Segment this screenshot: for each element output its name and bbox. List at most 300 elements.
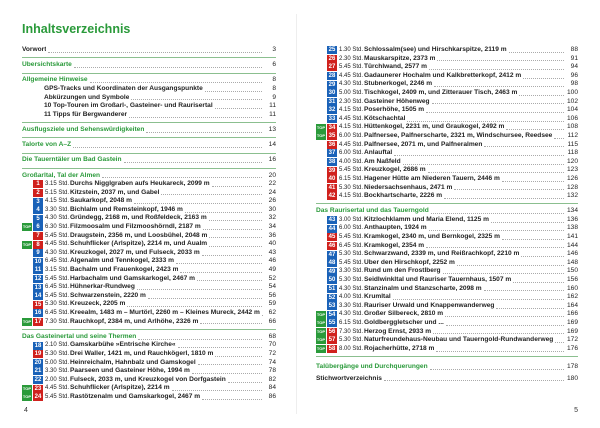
- dot-leader: [484, 142, 564, 147]
- tour-number-badge: 8: [33, 241, 43, 249]
- tour-number-badge: 15: [34, 301, 42, 308]
- entry-title: Palfnersee, 2071 m, und Palfneralmen: [364, 140, 483, 148]
- entry-title: Schuhflicker (Arlspitze), 2214 m, und Aualm: [70, 240, 208, 248]
- entry-page-number: 70: [268, 341, 276, 349]
- tour-number-badge: 49: [328, 268, 336, 275]
- entry-page-number: 84: [268, 384, 276, 392]
- entry-page-number: 11: [269, 110, 276, 118]
- tour-number-badge: 55: [328, 320, 336, 327]
- entry-page-number: 162: [566, 293, 578, 301]
- tour-duration: 5.45 Std.: [339, 64, 364, 71]
- dot-leader: [443, 269, 564, 274]
- entry-title: Niedersachsenhaus, 2471 m: [364, 183, 453, 191]
- tour-number-badge: 47: [328, 251, 336, 258]
- tour-duration: 5.00 Std.: [45, 359, 70, 366]
- dot-leader: [176, 259, 262, 264]
- entry-page-number: 180: [566, 374, 578, 382]
- tour-entry[interactable]: [316, 267, 578, 276]
- tour-entry[interactable]: [22, 350, 276, 359]
- tour-entry[interactable]: [22, 206, 276, 215]
- entry-page-number: 98: [570, 80, 578, 88]
- dot-leader: [430, 365, 564, 370]
- entry-title: Goldberggletscher und ...: [364, 319, 444, 326]
- entry-page-number: 32: [268, 214, 276, 222]
- entry-page-number: 176: [566, 344, 578, 352]
- tour-entry[interactable]: [316, 55, 578, 64]
- tour-duration: 5.30 Std.: [339, 337, 364, 344]
- tour-entry[interactable]: [22, 266, 276, 275]
- entry-title: Schwarzwand, 2339 m, und Reißrachkopf, 2210 m: [364, 250, 520, 258]
- entry-title: Draugstein, 2356 m, und Loosbühel, 2048 m: [70, 231, 208, 239]
- dot-leader: [429, 65, 564, 70]
- dot-leader: [457, 261, 564, 266]
- tour-duration: 4.30 Std.: [45, 249, 70, 256]
- entry-title: Naturfreundehaus-Neubau und Tauerngold-Rundwanderweg: [364, 336, 554, 344]
- entry-title: Krumltal: [364, 293, 391, 301]
- tour-number-badge: 43: [328, 217, 336, 224]
- tour-duration: 4.30 Std.: [339, 285, 364, 292]
- tour-number-badge: 9: [33, 249, 43, 257]
- entry-page-number: 43: [268, 248, 276, 256]
- tour-number-badge: 45: [328, 234, 336, 241]
- toc-entry[interactable]: [22, 94, 276, 103]
- entry-title: Schuhflicker (Arlspitze), 2214 m: [70, 384, 170, 392]
- dot-leader: [433, 329, 564, 334]
- tour-number-badge: 41: [328, 184, 336, 191]
- tour-entry[interactable]: [22, 359, 276, 368]
- entry-title: Rastötzenalm und Gamskarkogel, 2467 m: [70, 392, 201, 400]
- tour-duration: 4.15 Std.: [339, 107, 364, 114]
- dot-leader: [209, 242, 262, 247]
- entry-title: Das Raurisertal und das Tauerngold: [316, 207, 429, 215]
- tour-entry[interactable]: [22, 214, 276, 223]
- tour-duration: 7.30 Std.: [45, 318, 70, 325]
- tour-entry[interactable]: [22, 283, 276, 292]
- tour-entry[interactable]: [316, 293, 578, 302]
- entry-page-number: 30: [268, 205, 276, 213]
- toc-entry[interactable]: [22, 85, 276, 94]
- tour-entry[interactable]: [22, 257, 276, 266]
- tour-duration: 5.15 Std.: [45, 189, 70, 196]
- tour-number-badge: 20: [34, 359, 42, 366]
- tour-entry[interactable]: [316, 158, 578, 167]
- tour-duration: 3.15 Std.: [45, 267, 70, 274]
- top-tour-badge: TOP: [22, 318, 32, 324]
- section-rule: [22, 122, 276, 123]
- tour-entry[interactable]: [316, 141, 578, 150]
- entry-title: Vorwort: [22, 46, 47, 53]
- tour-duration: 3.15 Std.: [45, 181, 70, 188]
- dot-leader: [178, 343, 262, 348]
- entry-page-number: 134: [566, 207, 578, 215]
- dot-leader: [148, 294, 262, 299]
- entry-title: Anthaupten, 1924 m: [364, 224, 427, 232]
- dot-leader: [445, 312, 564, 317]
- section-rule: [22, 57, 276, 58]
- entry-page-number: 3: [272, 46, 276, 53]
- top-tour-badge: TOP: [316, 328, 326, 334]
- tour-entry[interactable]: [316, 46, 578, 55]
- tour-entry[interactable]: [316, 192, 578, 201]
- dot-leader: [172, 386, 262, 391]
- tour-duration: 6.45 Std.: [339, 242, 364, 249]
- entry-title: Talorte von A–Z: [22, 141, 72, 149]
- tour-duration: 5.30 Std.: [45, 350, 70, 357]
- tour-entry[interactable]: [316, 285, 578, 294]
- dot-leader: [215, 104, 262, 109]
- section-rule: [316, 203, 578, 204]
- tour-entry[interactable]: [22, 292, 276, 301]
- entry-title: Herzog Ernst, 2933 m: [364, 327, 432, 335]
- tour-duration: 6.15 Std.: [339, 175, 364, 182]
- entry-page-number: 36: [268, 231, 276, 239]
- entry-page-number: 54: [268, 283, 276, 291]
- toc-entry[interactable]: [22, 46, 276, 55]
- toc-entry[interactable]: [316, 207, 578, 216]
- dot-leader: [90, 78, 262, 83]
- dot-leader: [432, 99, 564, 104]
- tour-number-badge: 27: [328, 64, 336, 71]
- entry-page-number: 86: [268, 392, 276, 400]
- entry-page-number: 46: [268, 257, 276, 265]
- tour-entry[interactable]: [316, 242, 578, 251]
- tour-number-badge: 37: [328, 150, 336, 157]
- tour-duration: 4.45 Std.: [45, 385, 70, 392]
- tour-number-badge: 31: [328, 98, 336, 105]
- entry-page-number: 112: [567, 131, 578, 139]
- tour-entry[interactable]: [22, 341, 276, 350]
- tour-duration: 4.45 Std.: [339, 72, 364, 79]
- tour-number-badge: 39: [328, 167, 336, 174]
- dot-leader: [124, 158, 262, 163]
- tour-entry[interactable]: [316, 259, 578, 268]
- entry-title: GPS-Tracks und Koordinaten der Ausgangspunkte: [44, 84, 203, 92]
- entry-page-number: 108: [566, 123, 578, 131]
- dot-leader: [434, 82, 564, 87]
- entry-title: Hüttenkogel, 2231 m, und Graukogel, 2492 m: [364, 123, 505, 131]
- entry-title: Türchlwand, 2577 m: [364, 63, 428, 71]
- entry-title: Rund um den Frostlberg: [364, 267, 441, 275]
- tour-number-badge: 42: [328, 193, 336, 200]
- dot-leader: [228, 378, 262, 383]
- tour-entry[interactable]: [316, 336, 578, 345]
- entry-page-number: 128: [566, 183, 578, 191]
- entry-title: Gründegg, 2168 m, und Roßfeldeck, 2163 m: [70, 214, 207, 222]
- tour-duration: 2.10 Std.: [45, 342, 70, 349]
- entry-title: Am Naßfeld: [364, 157, 401, 165]
- entry-page-number: 106: [566, 114, 578, 122]
- tour-entry[interactable]: [316, 98, 578, 107]
- entry-title: Gadaunerer Hochalm und Kalkbretterkopf, 2412 m: [364, 71, 522, 79]
- tour-duration: 6.00 Std.: [339, 150, 364, 157]
- entry-page-number: 59: [268, 300, 276, 308]
- page-title: Inhaltsverzeichnis: [22, 22, 131, 36]
- tour-entry[interactable]: [316, 233, 578, 242]
- entry-page-number: 150: [566, 267, 578, 275]
- toc-entry[interactable]: [22, 156, 276, 165]
- tour-entry[interactable]: [316, 345, 578, 354]
- entry-title: Stanzinalm und Stanzscharte, 2098 m: [364, 284, 482, 292]
- tour-number-badge: 21: [34, 368, 42, 375]
- tour-duration: 7.30 Std.: [339, 328, 364, 335]
- tour-entry[interactable]: [316, 123, 578, 132]
- tour-entry[interactable]: [22, 300, 276, 309]
- tour-entry[interactable]: [316, 175, 578, 184]
- tour-number-badge: 26: [328, 55, 336, 62]
- tour-number-badge: 10: [34, 258, 42, 265]
- tour-duration: 5.30 Std.: [339, 277, 364, 284]
- tour-duration: 3.30 Std.: [45, 206, 70, 213]
- entry-page-number: 141: [566, 233, 578, 241]
- entry-title: Anlauftal: [364, 149, 393, 157]
- tour-number-badge: 28: [328, 73, 336, 80]
- tour-entry[interactable]: [316, 250, 578, 259]
- dot-leader: [74, 63, 262, 68]
- dot-leader: [394, 151, 564, 156]
- tour-duration: 4.45 Std.: [45, 241, 70, 248]
- tour-entry[interactable]: [22, 223, 276, 232]
- tour-duration: 2.30 Std.: [339, 98, 364, 105]
- entry-page-number: 118: [567, 149, 578, 157]
- tour-entry[interactable]: [316, 149, 578, 158]
- entry-page-number: 156: [566, 276, 578, 284]
- toc-entry[interactable]: [22, 111, 276, 120]
- top-tour-badge: TOP: [22, 385, 32, 391]
- tour-number-badge: 32: [328, 107, 336, 114]
- entry-title: Kötschachtal: [364, 114, 406, 122]
- entry-title: Seidlwinkltal und Rauriser Tauernhaus, 1507 m: [364, 276, 512, 284]
- entry-page-number: 9: [272, 93, 276, 101]
- dot-leader: [198, 360, 262, 365]
- entry-page-number: 115: [567, 140, 578, 148]
- entry-page-number: 102: [566, 97, 578, 105]
- entry-title: Hühnerkar-Rundweg: [70, 283, 135, 291]
- tour-entry[interactable]: [22, 367, 276, 376]
- section-rule: [22, 329, 276, 330]
- dot-leader: [127, 302, 262, 307]
- tour-duration: 5.45 Std.: [45, 393, 70, 400]
- entry-page-number: 68: [268, 332, 276, 340]
- entry-title: Fulseck, 2033 m, und Kreuzkogel von Dorfgastein: [70, 375, 226, 383]
- entry-title: Stichwortverzeichnis: [316, 374, 382, 382]
- entry-page-number: 62: [268, 309, 276, 316]
- tour-duration: 4.15 Std.: [339, 124, 364, 131]
- toc-entry[interactable]: [22, 141, 276, 150]
- tour-entry[interactable]: [316, 63, 578, 72]
- tour-entry[interactable]: [316, 276, 578, 285]
- tour-number-badge: 38: [328, 159, 336, 166]
- entry-page-number: 148: [566, 258, 578, 266]
- toc-entry[interactable]: [22, 172, 276, 181]
- entry-title: Schwarzenstein, 2220 m: [70, 291, 146, 299]
- tour-duration: 6.30 Std.: [45, 224, 70, 231]
- tour-entry[interactable]: [316, 115, 578, 124]
- tour-entry[interactable]: [316, 72, 578, 81]
- tour-number-badge: 34: [328, 124, 336, 131]
- entry-title: Filzmoosalm und Filzmooshörndl, 2187 m: [70, 223, 201, 231]
- tour-number-badge: 35: [328, 133, 336, 140]
- tour-entry[interactable]: [22, 376, 276, 385]
- entry-page-number: 138: [566, 224, 578, 232]
- tour-number-badge: 4: [33, 206, 43, 214]
- top-tour-badge: TOP: [316, 124, 326, 130]
- entry-page-number: 8: [272, 84, 276, 92]
- tour-entry[interactable]: [22, 249, 276, 258]
- tour-entry[interactable]: [316, 89, 578, 98]
- tour-entry[interactable]: [316, 166, 578, 175]
- dot-leader: [384, 376, 564, 381]
- dot-leader: [102, 173, 262, 178]
- toc-entry[interactable]: [22, 102, 276, 111]
- dot-leader: [491, 218, 564, 223]
- tour-entry[interactable]: [22, 309, 276, 318]
- tour-number-badge: 16: [34, 310, 42, 317]
- tour-entry[interactable]: [316, 328, 578, 337]
- dot-leader: [437, 56, 564, 61]
- entry-title: Durchs Nigglgraben aufs Heukareck, 2099 m: [70, 180, 210, 188]
- tour-number-badge: 7: [33, 232, 43, 240]
- dot-leader: [502, 177, 564, 182]
- dot-leader: [431, 209, 564, 214]
- dot-leader: [426, 243, 564, 248]
- entry-title: Rojacherhütte, 2718 m: [364, 344, 435, 352]
- tour-entry[interactable]: [316, 132, 578, 141]
- tour-number-badge: 36: [328, 141, 336, 148]
- tour-entry[interactable]: [22, 189, 276, 198]
- dot-leader: [454, 185, 564, 190]
- tour-duration: 6.00 Std.: [339, 132, 364, 139]
- dot-leader: [137, 285, 262, 290]
- page-number-right: 5: [574, 407, 578, 414]
- tour-duration: 5.00 Std.: [339, 89, 364, 96]
- toc-entry[interactable]: [22, 61, 276, 70]
- dot-leader: [185, 208, 262, 213]
- section-rule: [22, 73, 276, 74]
- dot-leader: [403, 160, 564, 165]
- tour-number-badge: 13: [34, 284, 42, 291]
- tour-duration: 6.45 Std.: [45, 310, 70, 316]
- tour-duration: 2.00 Std.: [45, 376, 70, 383]
- entry-page-number: 20: [268, 171, 276, 179]
- dot-leader: [48, 48, 262, 53]
- entry-page-number: 56: [268, 291, 276, 299]
- tour-number-badge: 19: [34, 351, 42, 358]
- entry-title: Bockhartscharte, 2226 m: [364, 192, 443, 200]
- tour-entry[interactable]: [22, 275, 276, 284]
- tour-entry[interactable]: [22, 384, 276, 393]
- tour-entry[interactable]: [22, 240, 276, 249]
- entry-title: Rauchkopf, 2384 m, und Arlhöhe, 2326 m: [70, 317, 199, 325]
- tour-duration: 3.30 Std.: [339, 268, 364, 275]
- toc-entry[interactable]: [316, 375, 578, 384]
- tour-entry[interactable]: [22, 318, 276, 327]
- dot-leader: [180, 268, 262, 273]
- tour-entry[interactable]: [22, 197, 276, 206]
- tour-number-badge: 54: [328, 311, 336, 318]
- top-tour-badge: TOP: [22, 394, 32, 400]
- tour-entry[interactable]: [316, 319, 578, 328]
- dot-leader: [209, 216, 262, 221]
- page-gutter: [296, 14, 297, 414]
- tour-number-badge: 53: [328, 303, 336, 310]
- section-rule: [316, 356, 578, 357]
- tour-duration: 5.45 Std.: [45, 232, 70, 239]
- top-tour-badge: TOP: [22, 224, 32, 230]
- entry-title: Bichlalm und Remsteinkopf, 1946 m: [70, 205, 183, 213]
- tour-entry[interactable]: [316, 310, 578, 319]
- entry-title: Die Tauerntäler um Bad Gastein: [22, 156, 122, 164]
- entry-page-number: 169: [566, 327, 578, 335]
- tour-duration: 4.30 Std.: [45, 215, 70, 222]
- entry-page-number: 22: [268, 180, 276, 188]
- tour-duration: 4.15 Std.: [339, 193, 364, 200]
- toc-left-column: [22, 46, 276, 402]
- entry-title: Hagener Hütte am Niederen Tauern, 2446 m: [364, 174, 500, 182]
- tour-number-badge: 30: [328, 90, 336, 97]
- dot-leader: [436, 347, 564, 352]
- tour-duration: 3.30 Std.: [339, 302, 364, 309]
- toc-entry[interactable]: [316, 363, 578, 372]
- top-tour-badge: TOP: [316, 133, 326, 139]
- dot-leader: [393, 295, 564, 300]
- toc-entry[interactable]: [22, 76, 276, 85]
- tour-number-badge: 11: [34, 267, 42, 274]
- toc-entry[interactable]: [22, 333, 276, 342]
- entry-title: Heinreichalm, Hahnbalz und Gamskogel: [70, 358, 196, 366]
- tour-duration: 5.45 Std.: [339, 259, 364, 266]
- dot-leader: [215, 352, 262, 357]
- entry-title: Kramkogel, 2340 m, und Bernkogel, 2325 m: [364, 233, 500, 241]
- entry-title: Kreuzkogel, 2686 m: [364, 166, 426, 174]
- dot-leader: [146, 128, 262, 133]
- tour-duration: 4.30 Std.: [339, 81, 364, 88]
- tour-entry[interactable]: [316, 184, 578, 193]
- tour-entry[interactable]: [316, 80, 578, 89]
- tour-entry[interactable]: [22, 393, 276, 402]
- tour-entry[interactable]: [316, 106, 578, 115]
- dot-leader: [555, 338, 564, 343]
- dot-leader: [496, 304, 564, 309]
- tour-entry[interactable]: [22, 232, 276, 241]
- dot-leader: [509, 48, 564, 53]
- toc-entry[interactable]: [22, 126, 276, 135]
- tour-entry[interactable]: [316, 302, 578, 311]
- entry-title: Abkürzungen und Symbole: [44, 93, 130, 101]
- tour-duration: 6.00 Std.: [339, 225, 364, 232]
- entry-page-number: 104: [566, 106, 578, 114]
- entry-title: Algenalm und Tennkogel, 2333 m: [70, 257, 174, 265]
- tour-entry[interactable]: [316, 216, 578, 225]
- dot-leader: [202, 395, 262, 400]
- entry-title: Paarseen und Gasteiner Höhe, 1994 m: [70, 367, 190, 375]
- tour-entry[interactable]: [22, 180, 276, 189]
- entry-page-number: 6: [272, 61, 276, 69]
- tour-number-badge: 29: [328, 81, 336, 88]
- entry-title: Mauskarspitze, 2373 m: [364, 54, 436, 62]
- tour-number-badge: 23: [34, 385, 42, 392]
- entry-page-number: 120: [566, 157, 578, 165]
- tour-number-badge: 17: [34, 318, 42, 325]
- tour-number-badge: 12: [34, 275, 42, 282]
- tour-entry[interactable]: [316, 224, 578, 233]
- entry-page-number: 144: [566, 241, 578, 249]
- dot-leader: [521, 252, 564, 257]
- entry-title: Kitzlochklamm und Maria Elend, 1125 m: [364, 215, 489, 223]
- tour-number-badge: 1: [33, 180, 43, 188]
- dot-leader: [73, 143, 262, 148]
- tour-duration: 3.30 Std.: [45, 368, 70, 375]
- dot-leader: [192, 369, 262, 374]
